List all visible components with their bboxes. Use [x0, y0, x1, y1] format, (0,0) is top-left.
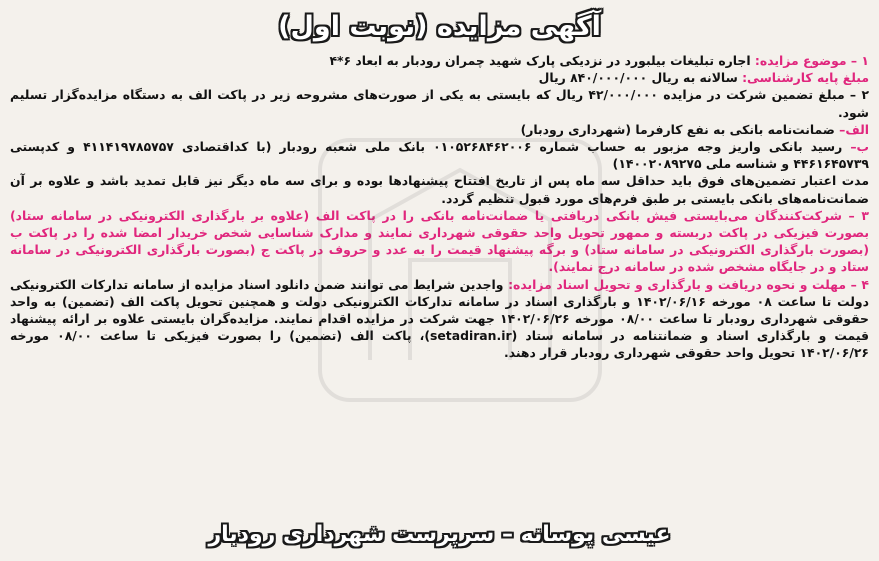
option-a-label: الف–	[839, 121, 869, 137]
item-1-label: ۱ – موضوع مزایده:	[754, 53, 869, 68]
signature: عیسی پوسانه – سرپرست شهرداری رودبار	[208, 522, 671, 547]
item-4	[10, 276, 869, 362]
item-1-text: اجاره تبلیغات بیلبورد در نزدیکی پارک شهید چمران رودبار به ابعاد ۶*۴	[329, 53, 755, 68]
option-a	[10, 121, 869, 138]
notice-body	[10, 52, 869, 362]
item-2: ۲ – مبلغ تضمین شرکت در مزایده ۴۲/۰۰۰/۰۰۰ ریال که بایستی به یکی از صورت‌های مشروحه زیر در پاکت الف به دستگاه مزایده‌گزار تسلیم شود.	[10, 87, 870, 120]
item-4-label: ۴ – مهلت و نحوه دریافت و بارگذاری و تحویل اسناد مزایده:	[508, 276, 869, 292]
signature-block	[0, 522, 879, 547]
validity-note: مدت اعتبار تضمین‌های فوق باید حداقل سه ماه پس از تاریخ افتتاح پیشنهادها بوده و برای سه ماه دیگر نیز قابل تمدید باشد و علاوه بر آن ضمانت‌نامه‌های بانکی بایستی بر طبق فرم‌های مورد قبول تنظیم گردد.	[10, 173, 869, 206]
item-3: ۳ – شرکت‌کنندگان می‌بایستی فیش بانکی دریافتی یا ضمانت‌نامه بانکی را در پاکت الف (علاوه بر بارگذاری الکترونیکی در سامانه ستاد) بصورت فیزیکی در پاکت دربسته و ممهور تحویل واحد حقوقی شهرداری نمایند و مدارک شناسایی شخص خریدار امضا شده را در پاکت ب (بصورت بارگذاری الکترونیکی در سامانه ستاد) و برگه پیشنهاد قیمت را به عدد و حروف در پاکت ج (بصورت بارگذاری الکترونیکی در سامانه ستاد و در جایگاه مشخص شده در سامانه درج نمایند).	[10, 207, 869, 275]
option-b-label: ب–	[850, 139, 869, 155]
option-a-text: ضمانت‌نامه بانکی به نفع کارفرما (شهرداری رودبار)	[520, 121, 840, 137]
base-price-label: مبلغ پایه کارشناسی:	[742, 70, 869, 86]
item-4-text: واجدین شرایط می توانند ضمن دانلود اسناد مزایده از سامانه تدارکات الکترونیکی دولت تا ساعت ۰۸ مورخه ۱۴۰۲/۰۶/۱۶ و بارگذاری اسناد در سامانه تدارکات الکترونیکی دولت و همچنین تحویل پاکت الف (تضمین) به واحد حقوقی شهرداری رودبار تا ساعت ۰۸/۰۰ مورخه ۱۴۰۲/۰۶/۲۶ جهت شرکت در مزایده اقدام نمایند. مزایده‌گران بایستی علاوه بر ارائه پیشنهاد قیمت و بارگذاری اسناد و ضمانتنامه در سامانه ستاد (setadiran.ir)، پاکت الف (تضمین) را بصورت فیزیکی تا ساعت ۰۸/۰۰ مورخه ۱۴۰۲/۰۶/۲۶ تحویل واحد حقوقی شهرداری رودبار قرار دهند.	[10, 276, 869, 361]
base-price	[10, 69, 869, 86]
option-b	[10, 138, 869, 172]
notice-title: آگهی مزایده (نوبت اول)	[278, 11, 601, 42]
base-price-text: سالانه به ریال ۸۴۰/۰۰۰/۰۰۰ ریال	[538, 70, 743, 86]
item-1	[10, 52, 869, 69]
option-b-text: رسید بانکی واریز وجه مزبور به حساب شماره ۰۱۰۵۲۶۸۴۶۲۰۰۶ بانک ملی شعبه رودبار (با کداقتصادی ۴۱۱۴۱۹۷۸۵۷۵۷ و کدپستی ۴۴۶۱۶۴۵۷۳۹ و شناسه ملی ۱۴۰۰۲۰۸۹۲۷۵)	[10, 139, 869, 172]
